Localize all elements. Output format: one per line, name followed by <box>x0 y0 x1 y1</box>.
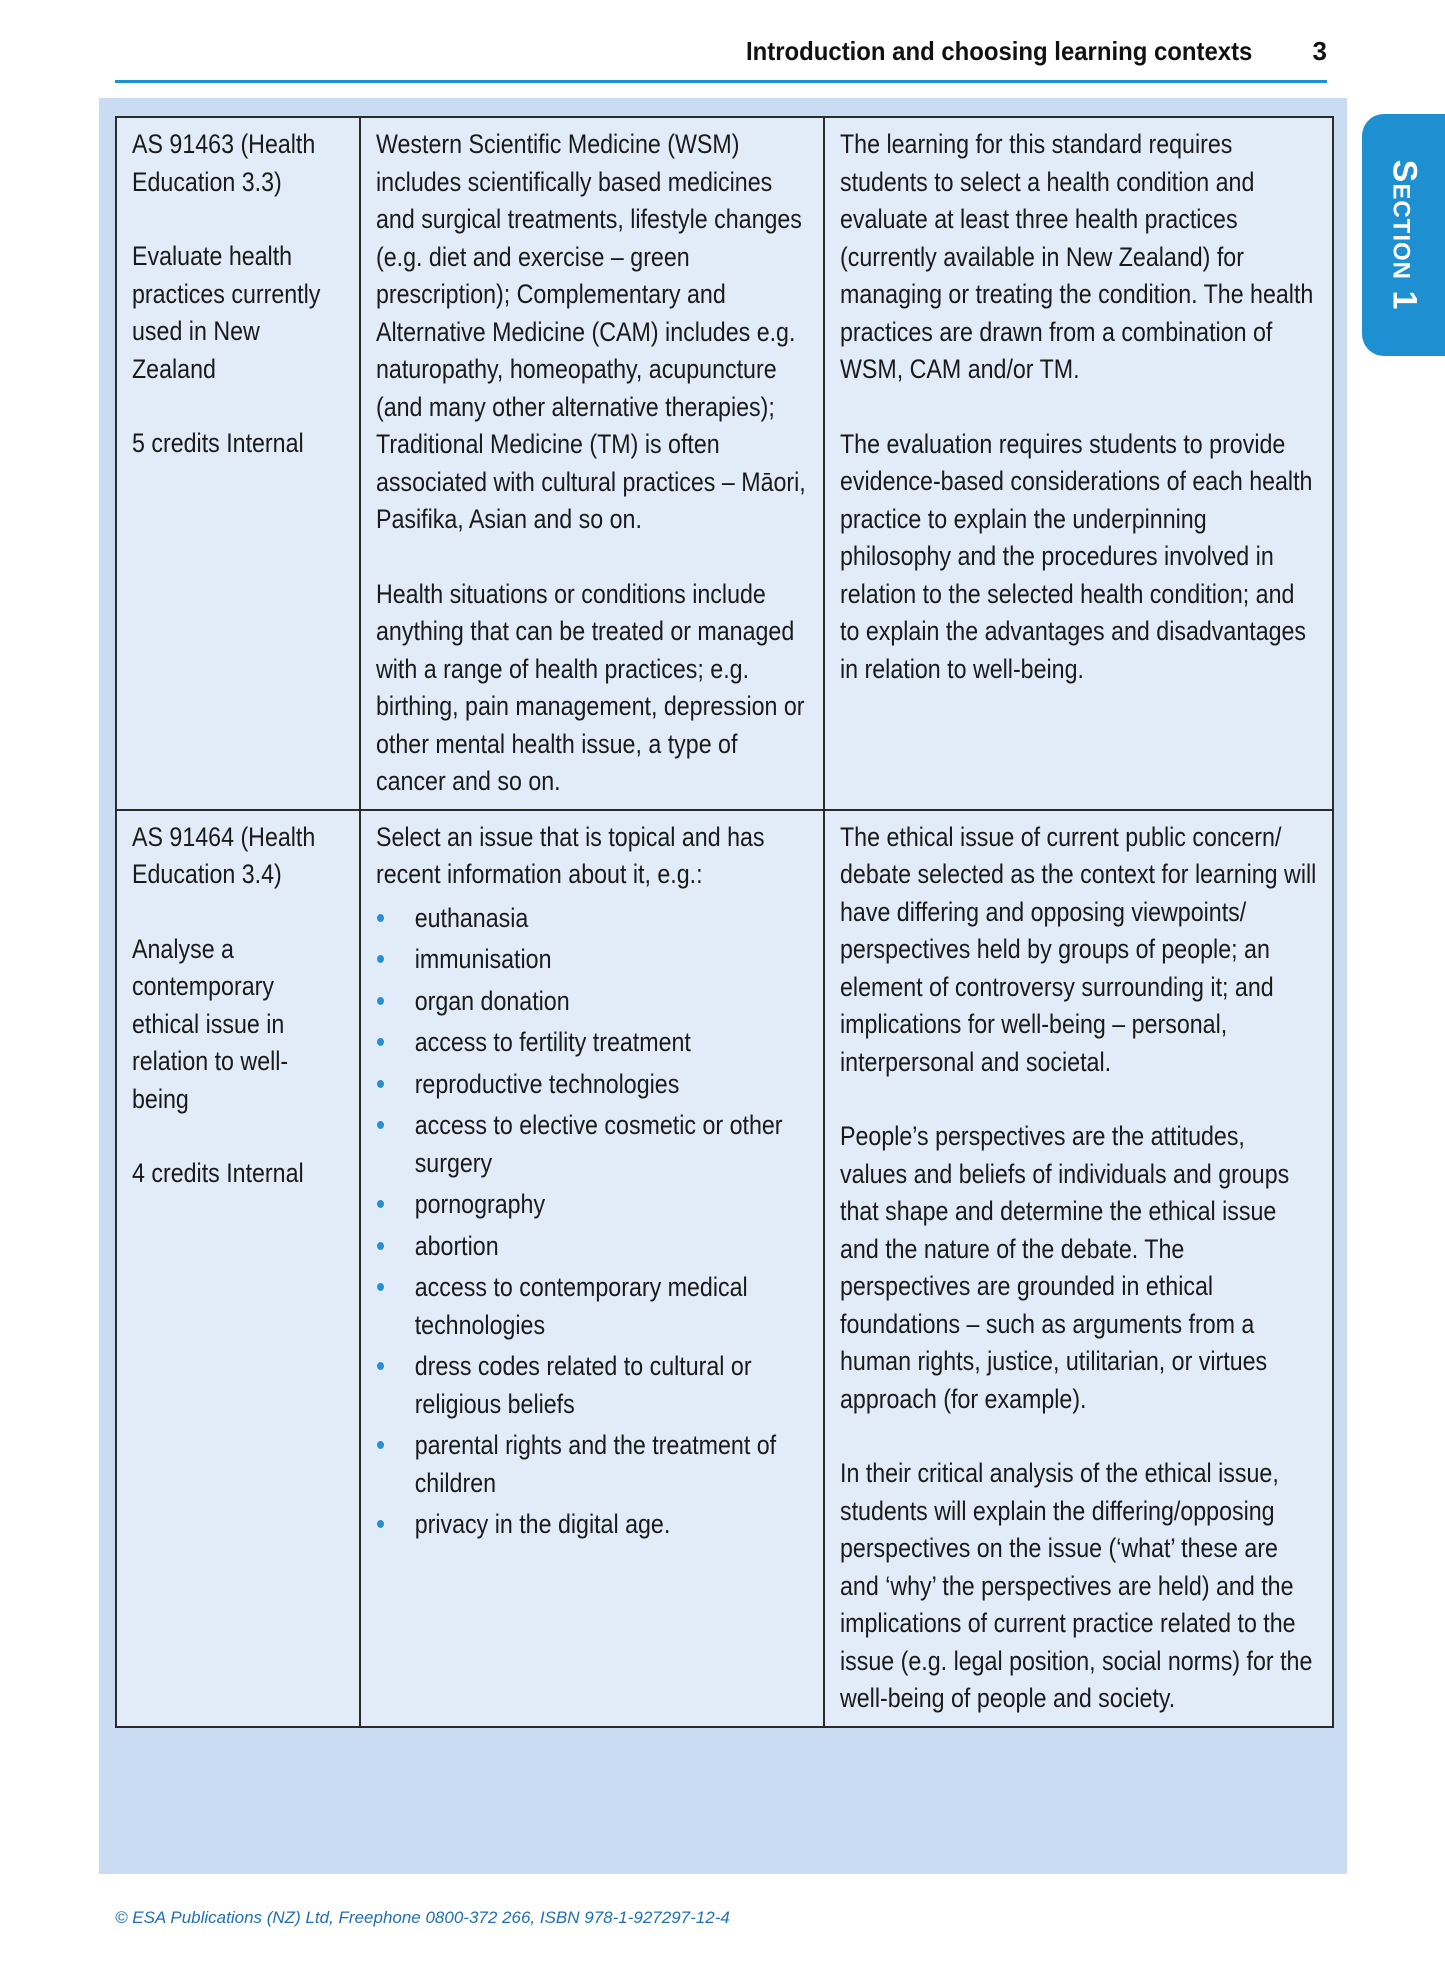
learning-paragraph: The learning for this standard requires students to select a health condition and evaluate at least three health practices (currently available in New Zealand) for managing or treating the condition. The health practices are drawn from a combination of WSM, CAM and/or TM. <box>840 129 1314 384</box>
running-head-title: Introduction and choosing learning contexts <box>745 36 1252 66</box>
context-cell <box>360 117 824 810</box>
learning-paragraph: In their critical analysis of the ethical issue, students will explain the differing/opposing perspectives on the issue (‘what’ these are and ‘why’ the perspectives are held) and the implications of current practice related to the issue (e.g. legal position, social norms) for the well-being of people and society. <box>840 1458 1313 1713</box>
table-row <box>116 117 1333 810</box>
standard-code: AS 91464 (Health Education 3.4) <box>132 821 316 889</box>
list-item: • parental rights and the treatment of children <box>376 1427 808 1502</box>
list-item: • privacy in the digital age. <box>376 1506 808 1544</box>
standard-credits: 5 credits Internal <box>132 428 304 458</box>
learning-paragraph: The ethical issue of current public concern/ debate selected as the context for learning will have differing and opposing viewpoints/ perspectives held by groups of people; an element of controversy surrounding it; and implications for well-being – personal, interpersonal and societal. <box>840 821 1317 1077</box>
learning-cell <box>824 810 1333 1727</box>
list-item: • abortion <box>376 1228 808 1266</box>
context-paragraph: Health situations or conditions include anything that can be treated or managed with a range of health practices; e.g. birthing, pain management, depression or other mental health issue, a type of cancer and so on. <box>376 578 805 796</box>
context-paragraph: Western Scientific Medicine (WSM) includes scientifically based medicines and surgical treatments, lifestyle changes (e.g. diet and exercise – green prescription); Complementary and Alternative Medicine (CAM) includes e.g. naturopathy, homeopathy, acupuncture (and many other alternative therapies); Traditional Medicine (TM) is often associated with cultural practices – Māori, Pasifika, Asian and so on. <box>376 129 806 534</box>
standard-description: Analyse a contemporary ethical issue in relation to well-being <box>132 933 289 1114</box>
list-item: • access to elective cosmetic or other surgery <box>376 1107 808 1182</box>
context-cell <box>360 810 824 1727</box>
section-tab <box>1362 114 1445 356</box>
list-item: • euthanasia <box>376 900 808 938</box>
standards-table <box>115 116 1334 1728</box>
section-tab-label: Section 1 <box>1385 159 1423 311</box>
standard-description: Evaluate health practices currently used in New Zealand <box>132 241 321 384</box>
list-item: • reproductive technologies <box>376 1066 808 1104</box>
page-header <box>115 28 1327 83</box>
list-item: • immunisation <box>376 941 808 979</box>
issue-list <box>376 900 808 1544</box>
list-item: • organ donation <box>376 983 808 1021</box>
page-number: 3 <box>1312 36 1327 66</box>
list-item: • access to contemporary medical technologies <box>376 1269 808 1344</box>
learning-paragraph: The evaluation requires students to provide evidence-based considerations of each health practice to explain the underpinning philosophy and the procedures involved in relation to the selected health condition; and to explain the advantages and disadvantages in relation to well-being. <box>840 428 1313 684</box>
standard-cell <box>116 117 360 810</box>
standard-cell <box>116 810 360 1727</box>
context-intro: Select an issue that is topical and has recent information about it, e.g.: <box>376 821 765 889</box>
list-item: • dress codes related to cultural or religious beliefs <box>376 1348 808 1423</box>
table-row <box>116 810 1333 1727</box>
learning-paragraph: People’s perspectives are the attitudes, values and beliefs of individuals and groups that shape and determine the ethical issue and the nature of the debate. The perspectives are grounded in ethical foundations – such as arguments from a human rights, justice, utilitarian, or virtues approach (for example). <box>840 1121 1290 1414</box>
footer-copyright: © ESA Publications (NZ) Ltd, Freephone 0800-372 266, ISBN 978-1-927297-12-4 <box>115 1908 730 1927</box>
standard-credits: 4 credits Internal <box>132 1158 304 1188</box>
list-item: • pornography <box>376 1186 808 1224</box>
list-item: • access to fertility treatment <box>376 1024 808 1062</box>
standard-code: AS 91463 (Health Education 3.3) <box>132 129 316 197</box>
learning-cell <box>824 117 1333 810</box>
